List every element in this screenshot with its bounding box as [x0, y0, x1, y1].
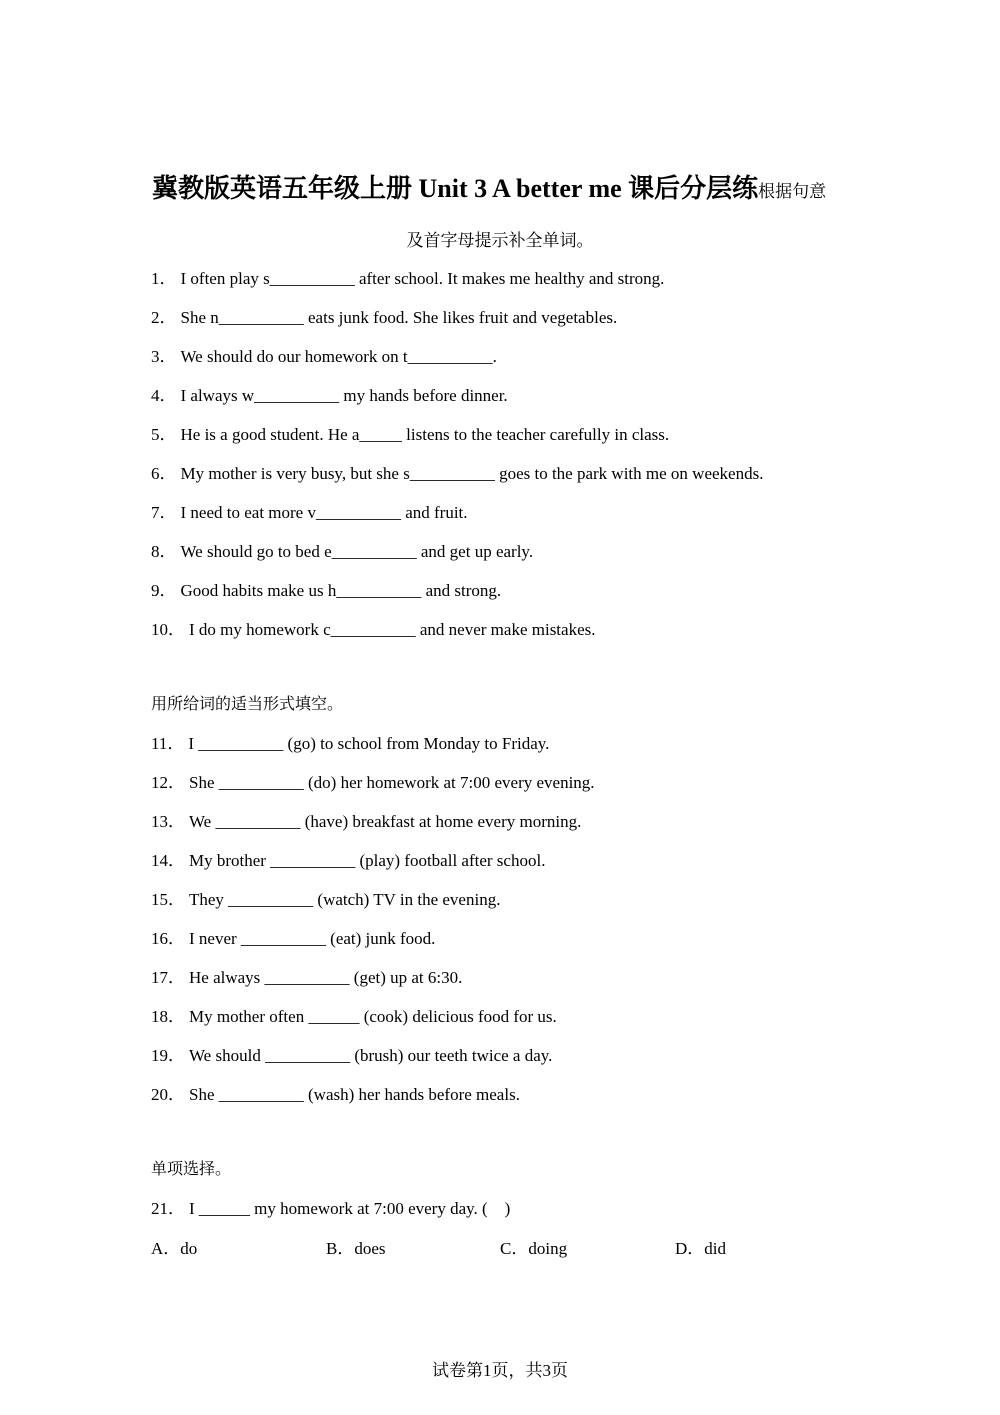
question-8	[151, 537, 533, 562]
question-text: I often play s__________ after school. It makes me healthy and strong.	[180, 269, 665, 288]
question-3	[151, 342, 497, 367]
option-d	[675, 1234, 726, 1259]
option-letter: A．	[151, 1239, 181, 1258]
title-tail: 根据句意	[758, 182, 827, 202]
question-12	[151, 768, 595, 793]
option-text: do	[180, 1239, 198, 1258]
option-text: doing	[528, 1239, 568, 1258]
question-text: We should go to bed e__________ and get up early.	[180, 542, 534, 561]
option-letter: D．	[675, 1239, 705, 1258]
question-19	[151, 1041, 552, 1066]
question-number: 13．	[151, 812, 185, 831]
question-text: I need to eat more v__________ and fruit.	[180, 503, 468, 522]
document-title	[152, 168, 872, 205]
question-number: 16．	[151, 929, 185, 948]
question-number: 11．	[151, 734, 185, 753]
question-text: I __________ (go) to school from Monday to Friday.	[188, 734, 550, 753]
question-text: My mother often ______ (cook) delicious food for us.	[189, 1007, 557, 1026]
question-7	[151, 498, 468, 523]
question-9	[151, 576, 501, 601]
question-text: We __________ (have) breakfast at home every morning.	[189, 812, 582, 831]
question-text: She __________ (wash) her hands before meals.	[189, 1085, 520, 1104]
question-text: I ______ my homework at 7:00 every day. ( )	[189, 1199, 511, 1218]
question-text: I do my homework c__________ and never make mistakes.	[189, 620, 596, 639]
question-text: He always __________ (get) up at 6:30.	[189, 968, 463, 987]
question-number: 3．	[151, 347, 177, 366]
question-number: 7．	[151, 503, 177, 522]
question-20	[151, 1080, 520, 1105]
question-text: We should __________ (brush) our teeth twice a day.	[189, 1046, 553, 1065]
option-letter: B．	[326, 1239, 355, 1258]
question-17	[151, 963, 462, 988]
option-b	[326, 1234, 386, 1259]
question-number: 1．	[151, 269, 177, 288]
question-4	[151, 381, 508, 406]
question-2	[151, 303, 617, 328]
section-heading-multiple-choice: 单项选择。	[151, 1159, 232, 1178]
question-21	[151, 1194, 510, 1219]
question-text: My mother is very busy, but she s__________ goes to the park with me on weekends.	[180, 464, 764, 483]
question-number: 8．	[151, 542, 177, 561]
question-13	[151, 807, 581, 832]
question-number: 20．	[151, 1085, 185, 1104]
question-text: They __________ (watch) TV in the evening.	[189, 890, 501, 909]
question-number: 9．	[151, 581, 177, 600]
question-text: He is a good student. He a_____ listens to the teacher carefully in class.	[180, 425, 670, 444]
question-15	[151, 885, 500, 910]
question-text: My brother __________ (play) football after school.	[189, 851, 546, 870]
question-number: 5．	[151, 425, 177, 444]
question-number: 14．	[151, 851, 185, 870]
question-number: 4．	[151, 386, 177, 405]
question-number: 17．	[151, 968, 185, 987]
question-number: 2．	[151, 308, 177, 327]
question-14	[151, 846, 545, 871]
question-text: She n__________ eats junk food. She likes fruit and vegetables.	[180, 308, 618, 327]
question-number: 18．	[151, 1007, 185, 1026]
question-18	[151, 1002, 557, 1027]
question-16	[151, 924, 435, 949]
question-number: 12．	[151, 773, 185, 792]
question-text: I never __________ (eat) junk food.	[189, 929, 436, 948]
question-text: We should do our homework on t__________.	[180, 347, 497, 366]
question-number: 6．	[151, 464, 177, 483]
title-main: 冀教版英语五年级上册 Unit 3 A better me 课后分层练	[152, 174, 759, 203]
question-11	[151, 729, 549, 754]
question-number: 21．	[151, 1199, 185, 1218]
option-letter: C．	[500, 1239, 529, 1258]
question-5	[151, 420, 669, 445]
option-text: did	[704, 1239, 727, 1258]
title-continuation: 及首字母提示补全单词。	[406, 231, 594, 251]
question-1	[151, 264, 664, 289]
question-number: 19．	[151, 1046, 185, 1065]
option-text: does	[354, 1239, 386, 1258]
question-number: 15．	[151, 890, 185, 909]
question-6	[151, 459, 763, 484]
question-number: 10．	[151, 620, 185, 639]
option-a	[151, 1234, 197, 1259]
question-text: Good habits make us h__________ and strong.	[180, 581, 502, 600]
question-text: She __________ (do) her homework at 7:00 every evening.	[189, 773, 595, 792]
question-text: I always w__________ my hands before dinner.	[180, 386, 508, 405]
question-10	[151, 615, 596, 640]
page-footer: 试卷第1页，共3页	[432, 1361, 568, 1380]
option-c	[500, 1234, 567, 1259]
section-heading-fill-form: 用所给词的适当形式填空。	[151, 694, 344, 713]
